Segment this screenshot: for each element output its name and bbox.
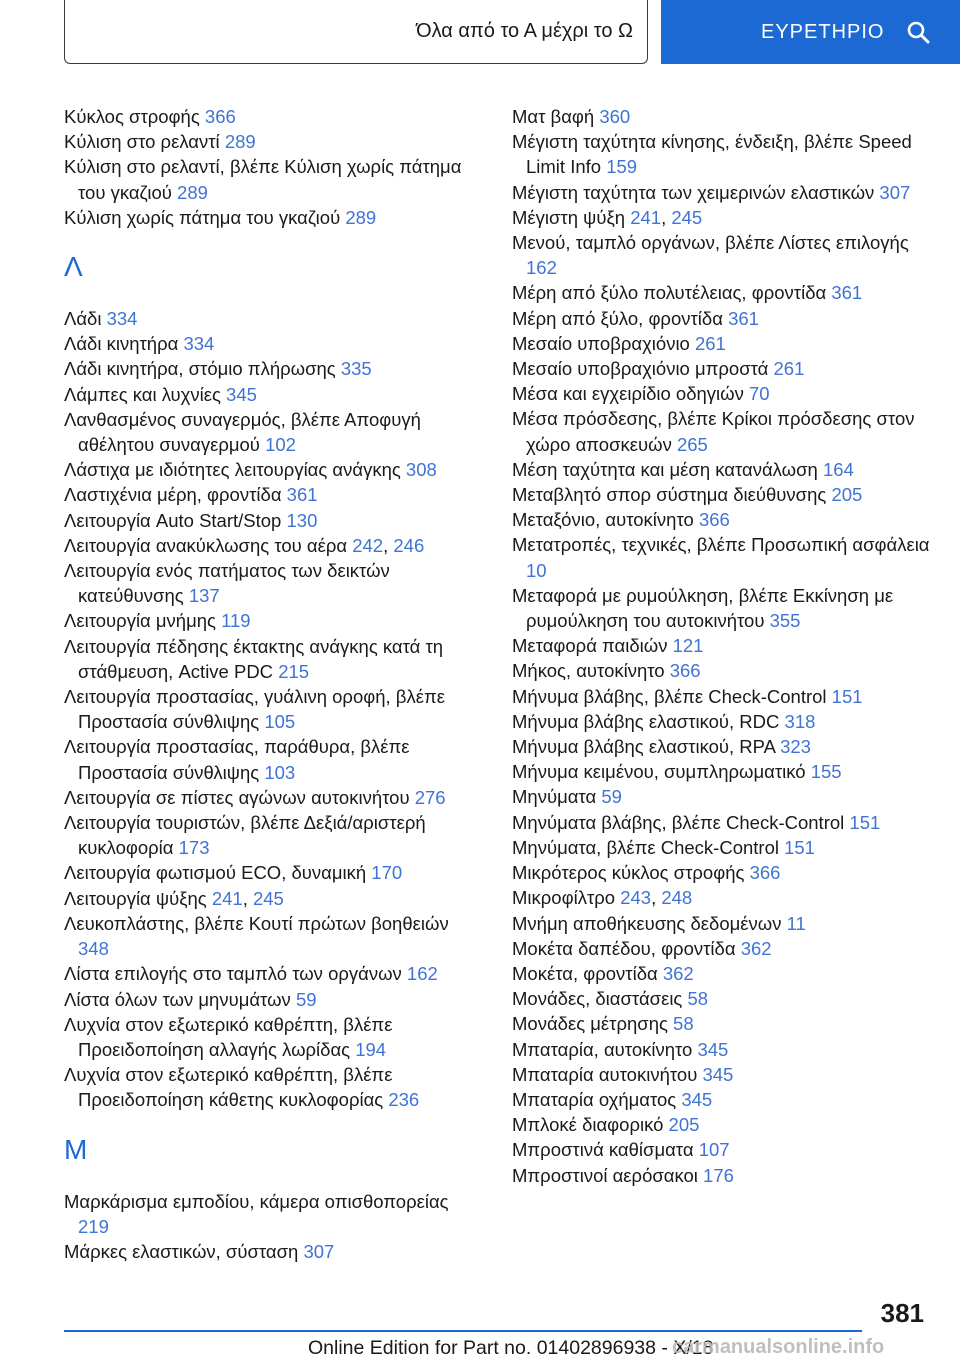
page-reference-link[interactable]: 219 [78,1215,109,1237]
index-entry [64,886,484,911]
index-entry-text: Λαστιχένια μέρη, φροντίδα [64,484,287,506]
index-column-right [512,104,942,1188]
index-column-left [64,104,484,1264]
index-entry [64,608,484,633]
index-entry-text: Μετατροπές, τεχνικές, βλέπε Προσωπική ασφάλεια [512,534,930,556]
index-entry [64,1189,484,1239]
page-reference-link[interactable]: 334 [183,333,215,355]
index-entry-text: Μεταβλητό σπορ σύστημα διεύθυνσης [512,484,832,506]
index-entry-text: Λειτουργία προστασίας, παράθυρα, βλέπε Προστασία σύνθλιψης [64,736,410,783]
page-reference-link[interactable]: 361 [728,307,759,329]
page-separator: , [661,206,672,228]
index-entry-text: Λίστα όλων των μηνυμάτων [64,988,296,1010]
index-entry [512,331,942,356]
index-entry [64,1239,484,1264]
page-reference-link[interactable]: 121 [672,635,704,657]
index-entry [64,785,484,810]
index-entry [512,860,942,885]
page-separator: , [383,534,394,556]
index-entry-text: Μέση ταχύτητα και μέση κατανάλωση [512,458,823,480]
page-reference-link[interactable]: 58 [687,988,709,1010]
index-entry [512,482,942,507]
page-reference-link[interactable]: 215 [278,660,310,682]
index-entry [512,936,942,961]
index-entry-text: Μέγιστη ψύξη [512,206,631,228]
index-entry [512,1112,942,1137]
index-entry [64,684,484,734]
index-entry [512,205,942,230]
index-entry [512,734,942,759]
edition-text: Online Edition for Part no. 01402896938 - X/18 [308,1337,714,1359]
index-entry-text: Μήνυμα βλάβης ελαστικού, RDC [512,710,785,732]
index-entry [64,508,484,533]
index-entry-text: Μνήμη αποθήκευσης δεδομένων [512,912,787,934]
page-reference-link[interactable]: 360 [599,106,631,127]
index-entry-text: Λάδι κινητήρα [64,333,184,355]
index-entry [64,734,484,784]
page-reference-link[interactable]: 355 [769,610,801,632]
page-reference-link[interactable]: 194 [355,1038,387,1060]
index-entry-text: Μέγιστη ταχύτητα των χειμερινών ελαστικών [512,181,880,203]
page-reference-link[interactable]: 334 [106,308,138,330]
page-reference-link[interactable]: 164 [822,458,854,480]
index-entry [512,986,942,1011]
page-reference-link[interactable]: 261 [773,358,805,380]
index-entry-text: Μονάδες μέτρησης [512,1013,674,1035]
page-reference-link[interactable]: 236 [388,1089,420,1111]
page-reference-link[interactable]: 162 [526,257,557,279]
index-entry-text: Λανθασμένος συναγερμός, βλέπε Αποφυγή αθέλητου συναγερμού [64,408,421,456]
index-entry-text: Μηνύματα, βλέπε Check-Control [512,836,785,858]
page-reference-link[interactable]: 130 [286,509,318,531]
index-entry-text: Λυχνία στον εξωτερικό καθρέπτη, βλέπε Προειδοποίηση κάθετης κυκλοφορίας [64,1064,393,1111]
index-entry [64,558,484,608]
page-reference-link[interactable]: 245 [671,206,703,228]
page-reference-link[interactable]: 345 [681,1088,713,1110]
index-entry [64,407,484,457]
index-entry [512,658,942,683]
index-entry-text: Κύλιση στο ρελαντί, βλέπε Κύλιση χωρίς πάτημα του γκαζιού [64,156,462,203]
index-entry [512,1037,942,1062]
index-entry-text: Μήνυμα κειμένου, συμπληρωματικό [512,761,811,783]
index-entry [512,1062,942,1087]
index-entry-text: Μοκέτα, φροντίδα [512,962,663,984]
page-reference-link[interactable]: 159 [606,156,638,178]
page-reference-link[interactable]: 248 [661,887,693,909]
index-entry [512,1137,942,1162]
page-reference-link[interactable]: 362 [740,937,772,959]
index-entry [512,180,942,205]
page-number: 381 [880,1298,924,1328]
index-entry-text: Λειτουργία φωτισμού ECO, δυναμική [64,862,372,884]
index-entry [512,1163,942,1188]
page-reference-link[interactable]: 307 [879,181,911,203]
index-entry [512,356,942,381]
index-entry-text: Μέρη από ξύλο πολυτέλειας, φροντίδα [512,282,832,304]
index-entry [64,104,484,129]
page-reference-link[interactable]: 362 [662,962,694,984]
index-entry [64,987,484,1012]
index-entry [512,1011,942,1036]
index-entry [64,810,484,860]
page-reference-link[interactable]: 10 [526,559,547,581]
page-reference-link[interactable]: 170 [371,862,403,884]
index-entry-text: Λάστιχα με ιδιότητες λειτουργίας ανάγκης [64,459,406,481]
page-reference-link[interactable]: 241 [211,887,243,909]
page-reference-link[interactable]: 348 [78,938,109,960]
index-entry [64,154,484,204]
index-entry-text: Μέσα και εγχειρίδιο οδηγιών [512,383,749,405]
index-entry-text: Λίστα επιλογής στο ταμπλό των οργάνων [64,963,407,985]
page-reference-link[interactable]: 246 [393,534,425,556]
page-reference-link[interactable]: 59 [295,988,317,1010]
tab-a-to-z[interactable] [64,0,648,64]
index-entry-text: Μπλοκέ διαφορικό [512,1114,669,1136]
page-reference-link[interactable]: 173 [178,837,210,859]
index-entry-text: Λειτουργία μνήμης [64,610,222,632]
index-entry-text: Μέρη από ξύλο, φροντίδα [512,307,729,329]
search-icon[interactable] [906,20,930,44]
index-entry [512,633,942,658]
page-reference-link[interactable]: 155 [810,761,842,783]
index-entry [512,280,942,305]
page-reference-link[interactable]: 335 [340,358,372,380]
index-entry-text: Μοκέτα δαπέδου, φροντίδα [512,937,741,959]
index-entry-text: Λάδι κινητήρα, στόμιο πλήρωσης [64,358,341,380]
page-reference-link[interactable]: 151 [831,685,863,707]
index-entry [512,684,942,709]
index-entry-text: Λάμπες και λυχνίες [64,383,227,405]
index-entry [512,911,942,936]
page-reference-link[interactable]: 366 [669,660,701,682]
index-entry-text: Κύλιση χωρίς πάτημα του γκαζιού [64,206,346,228]
page-reference-link[interactable]: 241 [630,206,662,228]
index-entry [64,1062,484,1112]
page-reference-link[interactable]: 345 [226,383,257,405]
page-reference-link[interactable]: 242 [352,534,384,556]
index-entry-text: Λειτουργία Auto Start/Stop [64,509,287,531]
index-entry-text: Μπαταρία αυτοκινήτου [512,1063,703,1085]
index-entry [64,533,484,558]
page-reference-link[interactable]: 70 [749,383,770,405]
index-entry-text: Μπροστινά καθίσματα [512,1139,699,1161]
index-entry-text: Μπαταρία οχήματος [512,1088,682,1110]
index-entry [64,482,484,507]
index-entry-text: Λειτουργία πέδησης έκτακτης ανάγκης κατά τη στάθμευση, Active PDC [64,635,444,682]
index-entry-text: Μεσαίο υποβραχιόνιο μπροστά [512,358,774,380]
index-entry-text: Μήκος, αυτοκίνητο [512,660,670,682]
page-reference-link[interactable]: 345 [697,1038,729,1060]
index-entry-text: Λευκοπλάστης, βλέπε Κουτί πρώτων βοηθειών [64,912,449,934]
index-entry [512,885,942,910]
index-entry-text: Μάρκες ελαστικών, σύσταση [64,1240,304,1262]
index-entry-text: Μήνυμα βλάβης ελαστικού, RPA [512,736,781,758]
page-reference-link[interactable]: 366 [749,862,781,884]
index-entry [64,382,484,407]
footer-divider [64,1330,862,1332]
index-entry [64,860,484,885]
section-letter-heading: Λ [64,251,83,283]
index-entry-text: Λειτουργία σε πίστες αγώνων αυτοκινήτου [64,786,415,808]
tab-index-label: ΕΥΡΕΤΗΡΙΟ [761,20,885,43]
index-entry-text: Μέγιστη ταχύτητα κίνησης, ένδειξη, βλέπε Speed Limit Info [512,131,912,178]
index-entry-text: Μήνυμα βλάβης, βλέπε Check-Control [512,685,832,707]
index-entry-text: Μικρότερος κύκλος στροφής [512,862,750,884]
page-reference-link[interactable]: 289 [224,131,256,153]
index-entry [512,709,942,734]
index-entry [512,532,942,582]
page-reference-link[interactable]: 151 [849,811,881,833]
index-entry [512,583,942,633]
index-entry [512,1087,942,1112]
index-entry-text: Μεσαίο υποβραχιόνιο [512,332,695,354]
index-entry [64,961,484,986]
page-separator: , [651,887,662,909]
index-entry-text: Μεταξόνιο, αυτοκίνητο [512,509,699,531]
index-entry [64,205,484,230]
index-entry [512,457,942,482]
tab-index[interactable] [661,0,960,64]
index-entry-text: Μηνύματα βλάβης, βλέπε Check-Control [512,811,850,833]
page-reference-link[interactable]: 205 [668,1114,700,1136]
page-reference-link[interactable]: 102 [265,434,296,456]
page-reference-link[interactable]: 265 [676,433,708,455]
index-entry-text: Μενού, ταμπλό οργάνων, βλέπε Λίστες επιλογής [512,232,909,254]
page-reference-link[interactable]: 11 [786,912,806,934]
index-entry-text: Μπαταρία, αυτοκίνητο [512,1038,698,1060]
index-entry-text: Λειτουργία ψύξης [64,887,212,909]
index-entry [512,507,942,532]
index-entry-text: Λειτουργία ανακύκλωσης του αέρα [64,534,353,556]
index-entry-text: Μέσα πρόσδεσης, βλέπε Κρίκοι πρόσδεσης στον χώρο αποσκευών [512,408,915,455]
index-entry-text: Μαρκάρισμα εμποδίου, κάμερα οπισθοπορείας [64,1190,449,1212]
page-reference-link[interactable]: 289 [345,206,377,228]
index-entry-text: Κύλιση στο ρελαντί [64,131,225,153]
page-reference-link[interactable]: 243 [620,887,652,909]
index-entry [64,457,484,482]
page-reference-link[interactable]: 318 [784,710,816,732]
index-entry-text: Κύκλος στροφής [64,106,205,127]
index-entry [512,759,942,784]
index-entry [512,104,942,129]
index-entry [512,835,942,860]
page-reference-link[interactable]: 103 [264,761,296,783]
index-entry [64,1012,484,1062]
index-entry-text: Μεταφορά παιδιών [512,635,673,657]
index-entry [64,129,484,154]
index-entry-text: Μηνύματα [512,786,602,808]
index-entry-text: Ματ βαφή [512,106,600,127]
index-entry [64,634,484,684]
page-reference-link[interactable]: 366 [698,509,730,531]
tab-a-to-z-label: Όλα από το Α μέχρι το Ω [416,20,633,42]
page-reference-link[interactable]: 245 [252,887,284,909]
page-reference-link[interactable]: 261 [694,332,726,354]
page-reference-link[interactable]: 308 [405,459,437,481]
index-entry [64,306,484,331]
top-navigation [0,0,960,66]
index-entry [512,381,942,406]
index-entry [64,356,484,381]
page-reference-link[interactable]: 151 [784,836,815,858]
index-entry [512,961,942,986]
index-entry-text: Λυχνία στον εξωτερικό καθρέπτη, βλέπε Προειδοποίηση αλλαγής λωρίδας [64,1013,393,1060]
page-reference-link[interactable]: 366 [204,106,236,127]
index-entry-text: Λειτουργία ενός πατήματος των δεικτών κατεύθυνσης [64,560,390,607]
index-entry-text: Μικροφίλτρο [512,887,621,909]
index-entry [64,331,484,356]
page-reference-link[interactable]: 58 [673,1013,694,1035]
page-reference-link[interactable]: 307 [303,1240,335,1262]
page-reference-link[interactable]: 205 [831,484,863,506]
index-entry-text: Μεταφορά με ρυμούλκηση, βλέπε Εκκίνηση με ρυμούλκηση του αυτοκινήτου [512,584,894,632]
index-entry-text: Λειτουργία προστασίας, γυάλινη οροφή, βλέπε Προστασία σύνθλιψης [64,686,445,733]
page-reference-link[interactable]: 119 [221,610,251,632]
page-reference-link[interactable]: 361 [286,484,318,506]
index-entry [512,810,942,835]
page-reference-link[interactable]: 176 [703,1164,734,1186]
index-entry-text: Μπροστινοί αερόσακοι [512,1164,704,1186]
page-reference-link[interactable]: 323 [780,736,811,758]
page-reference-link[interactable]: 105 [264,711,296,733]
index-entry [512,129,942,179]
page-reference-link[interactable]: 361 [831,282,863,304]
index-entry-text: Λάδι [64,308,107,330]
page-reference-link[interactable]: 137 [188,585,220,607]
page-reference-link[interactable]: 289 [177,181,208,203]
index-entry [512,406,942,456]
index-entry [512,230,942,280]
page-reference-link[interactable]: 345 [702,1063,734,1085]
section-letter-heading: Μ [64,1133,88,1165]
index-entry [512,306,942,331]
index-entry-text: Μονάδες, διαστάσεις [512,988,688,1010]
page-reference-link[interactable]: 107 [698,1139,730,1161]
page-reference-link[interactable]: 59 [601,786,622,808]
page-reference-link[interactable]: 276 [414,786,446,808]
page-reference-link[interactable]: 162 [406,963,438,985]
index-entry-text: Λειτουργία τουριστών, βλέπε Δεξιά/αριστερή κυκλοφορία [64,812,426,859]
page-separator: , [242,887,253,909]
watermark: carmanualsonline.info [672,1336,885,1358]
index-entry [64,911,484,961]
index-entry [512,784,942,809]
